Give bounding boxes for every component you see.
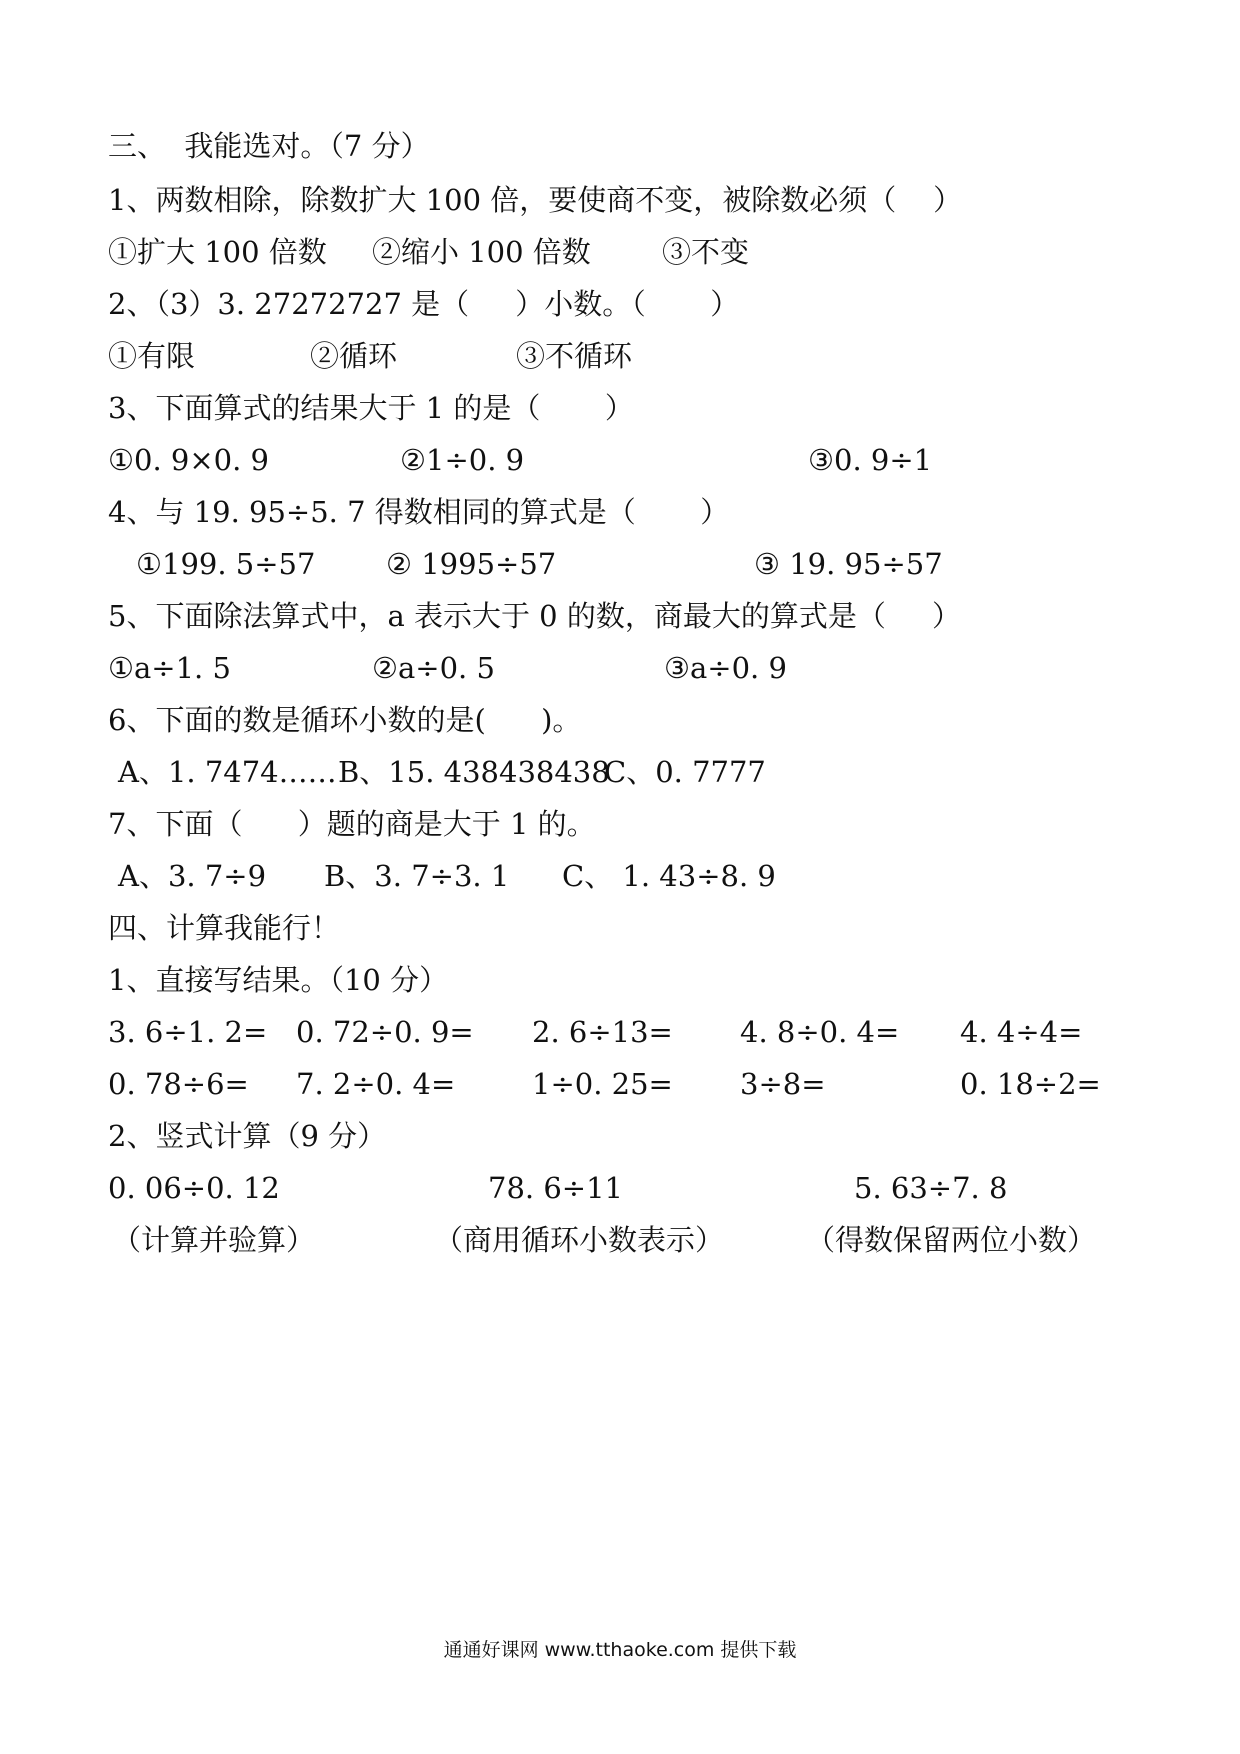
- q2-stem: 2、（3）3. 27272727 是（ ）小数。（ ）: [108, 287, 740, 321]
- direct-calc-item: 0. 18÷2=: [960, 1067, 1101, 1101]
- direct-calc-item: 0. 72÷0. 9=: [296, 1015, 474, 1049]
- q6-option-c: C、0. 7777: [604, 755, 766, 789]
- direct-calc-item: 4. 4÷4=: [960, 1015, 1083, 1049]
- vertical-calc-expr: 78. 6÷11: [488, 1171, 623, 1205]
- q1-option-3: ③不变: [662, 235, 750, 269]
- direct-calc-item: 1÷0. 25=: [532, 1067, 673, 1101]
- q7-stem: 7、下面（ ）题的商是大于 1 的。: [108, 807, 596, 841]
- direct-calc-item: 3÷8=: [740, 1067, 826, 1101]
- q2-option-1: ①有限: [108, 339, 196, 373]
- q1-option-1: ①扩大 100 倍数: [108, 235, 327, 269]
- q4-option-2: ② 1995÷57: [386, 547, 557, 581]
- q6-stem: 6、下面的数是循环小数的是( )。: [108, 703, 582, 737]
- vertical-calc-note: （商用循环小数表示）: [434, 1223, 725, 1257]
- q5-option-3: ③a÷0. 9: [664, 651, 787, 685]
- direct-calc-item: 2. 6÷13=: [532, 1015, 673, 1049]
- vertical-calc-note: （得数保留两位小数）: [806, 1223, 1097, 1257]
- q7-option-c: C、 1. 43÷8. 9: [562, 859, 776, 893]
- q3-option-2: ②1÷0. 9: [400, 443, 525, 477]
- vertical-calc-expr: 0. 06÷0. 12: [108, 1171, 280, 1205]
- footer-credit: 通通好课网 www.tthaoke.com 提供下载: [443, 1639, 797, 1661]
- q4-option-1: ①199. 5÷57: [136, 547, 316, 581]
- section3-title: 三、 我能选对。（7 分）: [108, 129, 430, 163]
- vertical-calc-expr: 5. 63÷7. 8: [854, 1171, 1008, 1205]
- direct-calc-item: 3. 6÷1. 2=: [108, 1015, 268, 1049]
- vertical-calc-title: 2、竖式计算（9 分）: [108, 1119, 387, 1153]
- direct-calc-item: 0. 78÷6=: [108, 1067, 249, 1101]
- direct-calc-item: 4. 8÷0. 4=: [740, 1015, 900, 1049]
- q2-option-3: ③不循环: [516, 339, 633, 373]
- q1-stem: 1、两数相除，除数扩大 100 倍，要使商不变，被除数必须（ ）: [108, 183, 963, 217]
- q5-stem: 5、下面除法算式中，a 表示大于 0 的数，商最大的算式是（ ）: [108, 599, 961, 633]
- q6-option-a: A、1. 7474……: [118, 755, 337, 789]
- section4-title: 四、计算我能行！: [108, 911, 341, 945]
- q7-option-a: A、3. 7÷9: [118, 859, 267, 893]
- q6-option-b: B、15. 438438438: [338, 755, 610, 789]
- q4-option-3: ③ 19. 95÷57: [754, 547, 943, 581]
- q4-stem: 4、与 19. 95÷5. 7 得数相同的算式是（ ）: [108, 495, 730, 529]
- q2-option-2: ②循环: [310, 339, 398, 373]
- direct-calc-title: 1、直接写结果。（10 分）: [108, 963, 449, 997]
- q7-option-b: B、3. 7÷3. 1: [324, 859, 510, 893]
- q1-option-2: ②缩小 100 倍数: [372, 235, 591, 269]
- q5-option-2: ②a÷0. 5: [372, 651, 495, 685]
- vertical-calc-note: （计算并验算）: [112, 1223, 316, 1257]
- direct-calc-item: 7. 2÷0. 4=: [296, 1067, 456, 1101]
- q3-option-1: ①0. 9×0. 9: [108, 443, 269, 477]
- q3-option-3: ③0. 9÷1: [808, 443, 933, 477]
- q5-option-1: ①a÷1. 5: [108, 651, 231, 685]
- q3-stem: 3、下面算式的结果大于 1 的是（ ）: [108, 391, 634, 425]
